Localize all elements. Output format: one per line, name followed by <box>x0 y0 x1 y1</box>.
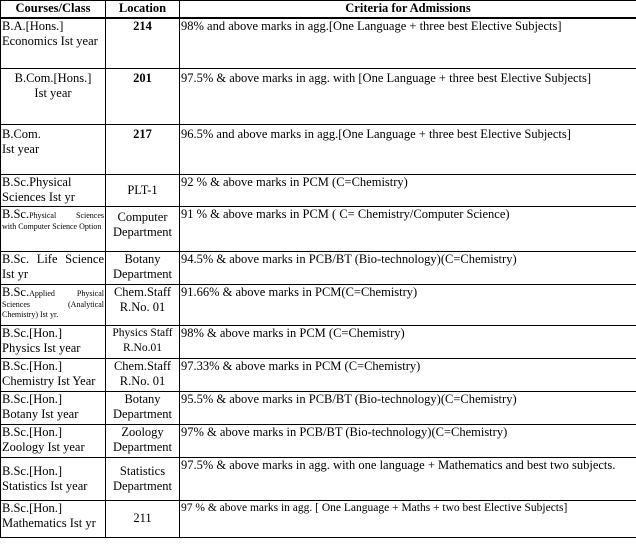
course-cell <box>1 174 106 206</box>
criteria-cell: 91 % & above marks in PCM ( C= Chemistry/Computer Science) <box>180 206 636 251</box>
course-line: B.Sc.[Hon.] <box>2 358 63 373</box>
course-line: B.A.[Hons.] <box>2 19 64 33</box>
header-criteria: Criteria for Admissions <box>180 1 636 19</box>
course-line: Botany Ist year <box>2 406 79 421</box>
course-line: Zoology Ist year <box>2 439 85 454</box>
criteria-cell: 92 % & above marks in PCM (C=Chemistry) <box>180 174 636 206</box>
location-cell <box>106 68 180 124</box>
table-row <box>1 284 636 325</box>
course-line: Ist yr <box>2 266 29 281</box>
location-line: Botany <box>124 251 161 266</box>
criteria-cell: 97.33% & above marks in PCM (C=Chemistry) <box>180 358 636 391</box>
course-cell <box>1 500 106 537</box>
location-cell <box>106 457 180 500</box>
course-small-text: Applied <box>29 288 55 298</box>
location-line: R.No. 01 <box>119 373 166 388</box>
course-cell <box>1 251 106 284</box>
course-small-text: Sciences <box>2 299 30 309</box>
course-line: Statistics Ist year <box>2 478 88 493</box>
location-line: 201 <box>133 70 152 85</box>
criteria-cell: 97.5% & above marks in agg. with one language + Mathematics and best two subjects. <box>180 457 636 500</box>
location-cell <box>106 124 180 174</box>
location-cell <box>106 500 180 537</box>
criteria-cell: 97 % & above marks in agg. [ One Language + Maths + two best Elective Subjects] <box>180 500 636 537</box>
course-cell <box>1 424 106 457</box>
location-line: Computer <box>117 209 168 224</box>
course-line: Chemistry Ist Year <box>2 373 96 388</box>
location-line: 211 <box>133 511 152 525</box>
location-cell <box>106 174 180 206</box>
course-small-line <box>2 300 104 310</box>
table-row <box>1 206 636 251</box>
table-row <box>1 18 636 68</box>
course-cell <box>1 18 106 68</box>
location-line: 214 <box>133 19 152 33</box>
location-cell <box>106 284 180 325</box>
course-cell <box>1 68 106 124</box>
course-cell <box>1 284 106 325</box>
course-line: Ist year <box>34 85 72 100</box>
course-line: Mathematics Ist yr <box>2 515 96 530</box>
location-line: R.No.01 <box>123 341 162 354</box>
location-line: Department <box>112 224 172 239</box>
course-main-text: B.Sc. <box>2 206 30 221</box>
location-cell <box>106 358 180 391</box>
course-line: B.Com.[Hons.] <box>14 70 92 85</box>
course-line: B.Com. <box>2 126 41 141</box>
criteria-cell: 91.66% & above marks in PCM(C=Chemistry) <box>180 284 636 325</box>
course-line: B.Sc.[Hon.] <box>2 325 63 340</box>
table-row <box>1 457 636 500</box>
course-line: B.Sc.Physical <box>2 174 72 189</box>
course-line: Physics Ist year <box>2 340 81 355</box>
course-main-text: B.Sc. <box>2 284 30 299</box>
course-line <box>2 207 104 222</box>
location-line: Chem.Staff <box>113 284 172 299</box>
course-small-text: Sciences <box>76 210 104 220</box>
table-row <box>1 68 636 124</box>
course-line: B.Sc. Life Science <box>2 251 104 266</box>
criteria-cell: 97.5% & above marks in agg. with [One Language + three best Elective Subjects] <box>180 68 636 124</box>
criteria-cell: 95.5% & above marks in PCB/BT (Bio-technology)(C=Chemistry) <box>180 391 636 424</box>
location-line: Department <box>112 478 172 493</box>
table-row <box>1 391 636 424</box>
location-cell <box>106 424 180 457</box>
location-line: Department <box>112 266 172 281</box>
course-cell <box>1 457 106 500</box>
course-cell <box>1 206 106 251</box>
table-row <box>1 251 636 284</box>
table-row <box>1 174 636 206</box>
location-line: PLT-1 <box>127 182 158 197</box>
criteria-cell: 94.5% & above marks in PCB/BT (Bio-technology)(C=Chemistry) <box>180 251 636 284</box>
table-row <box>1 424 636 457</box>
location-line: Statistics <box>119 463 166 478</box>
header-location: Location <box>106 1 180 19</box>
criteria-cell: 96.5% and above marks in agg.[One Language + three best Elective Subjects] <box>180 124 636 174</box>
course-cell <box>1 358 106 391</box>
course-small-line: with Computer Science Option <box>2 221 102 231</box>
course-line: Sciences Ist yr <box>2 189 75 204</box>
table-row <box>1 358 636 391</box>
location-cell <box>106 206 180 251</box>
table-row <box>1 325 636 358</box>
criteria-cell: 98% & above marks in PCM (C=Chemistry) <box>180 325 636 358</box>
location-line: Botany <box>124 391 161 406</box>
location-line: Department <box>112 439 172 454</box>
criteria-cell: 98% and above marks in agg.[One Language + three best Elective Subjects] <box>180 18 636 68</box>
location-line: R.No. 01 <box>119 299 166 314</box>
course-cell <box>1 325 106 358</box>
location-line: Department <box>112 406 172 421</box>
header-courses: Courses/Class <box>1 1 106 19</box>
course-small-text: Physical <box>76 288 104 298</box>
location-cell <box>106 251 180 284</box>
location-cell <box>106 18 180 68</box>
table-row <box>1 500 636 537</box>
course-line: B.Sc.[Hon.] <box>2 463 63 478</box>
course-line <box>2 285 104 300</box>
course-small-line: Chemistry) Ist yr. <box>2 309 59 319</box>
header-row <box>1 1 636 19</box>
course-line: B.Sc.[Hon.] <box>2 424 63 439</box>
location-line: Zoology <box>121 424 164 439</box>
course-line: Economics Ist year <box>2 34 98 48</box>
location-line: Physics Staff <box>112 326 173 339</box>
course-small-text: Physical <box>29 210 57 220</box>
criteria-cell: 97% & above marks in PCB/BT (Bio-technology)(C=Chemistry) <box>180 424 636 457</box>
location-cell <box>106 325 180 358</box>
course-line: B.Sc.[Hon.] <box>2 391 63 406</box>
course-small-text: (Analytical <box>68 299 104 309</box>
location-line: 217 <box>133 126 152 141</box>
course-cell <box>1 124 106 174</box>
course-line: Ist year <box>2 141 40 156</box>
table-row <box>1 124 636 174</box>
course-line: B.Sc.[Hon.] <box>2 500 63 515</box>
location-cell <box>106 391 180 424</box>
course-cell <box>1 391 106 424</box>
location-line: Chem.Staff <box>113 358 172 373</box>
